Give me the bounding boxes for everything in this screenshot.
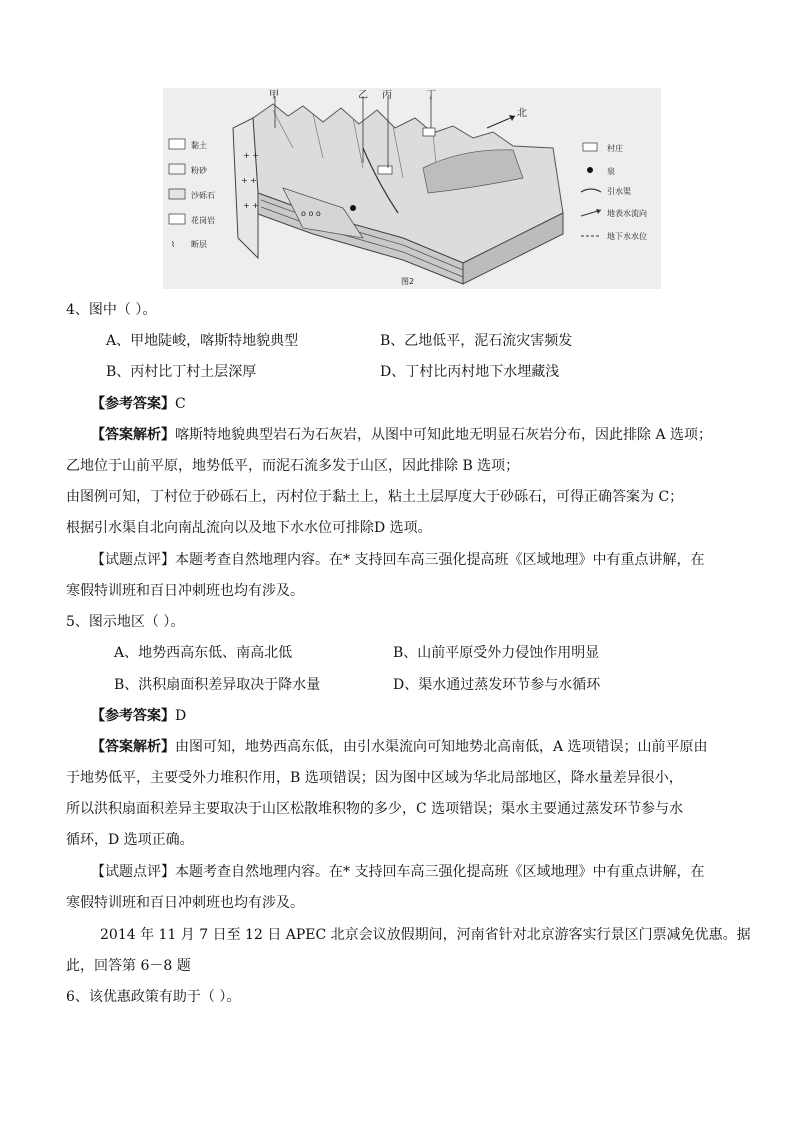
label-jia: 甲 [269, 90, 279, 101]
q4-option-b: B、乙地低平，泥石流灾害频发 [380, 333, 573, 349]
svg-text:+ +: + + [243, 151, 259, 160]
svg-text:+ +: + + [243, 201, 259, 210]
intro-line-1: 2014 年 11 月 7 日至 12 日 APEC 北京会议放假期间，河南省针对北京游客实行景区门票减免优惠。据 [100, 927, 751, 943]
label-ding: 丁 [426, 90, 436, 101]
q4-analysis-line-2: 乙地位于山前平原，地势低平，而泥石流多发于山区，因此排除 B 选项； [66, 458, 520, 474]
legend-gravel: 沙砾石 [191, 191, 215, 200]
q4-analysis-line-3: 由图例可知，丁村位于砂砾石上，丙村位于黏土上，粘土土层厚度大于砂砾石，可得正确答案为 C； [66, 489, 684, 505]
q5-option-c: B、洪积扇面积差异取决于降水量 [114, 677, 321, 693]
q4-analysis-line-1 [91, 425, 712, 445]
q5-stem: 5、图示地区（ ）。 [66, 614, 185, 630]
analysis-label: 【答案解析】 [91, 739, 175, 755]
legend-village: 村庄 [607, 144, 623, 153]
label-bing: 丙 [382, 90, 392, 101]
analysis-text: 由图可知，地势西高东低，由引水渠流向可知地势北高南低，A 选项错误；山前平原由 [175, 739, 708, 755]
svg-text:+ +: + + [241, 176, 257, 185]
answer-value: C [175, 396, 186, 412]
figure-caption: 图2 [401, 277, 415, 286]
q5-analysis-line-4: 循环，D 选项正确。 [66, 832, 194, 848]
q5-option-b: B、山前平原受外力侵蚀作用明显 [393, 645, 600, 661]
intro-line-2: 此，回答第 6－8 题 [66, 958, 191, 974]
svg-text:o o o: o o o [301, 209, 321, 218]
legend-canal: 引水渠 [607, 187, 631, 196]
analysis-label: 【答案解析】 [91, 427, 175, 443]
q4-option-a: A、甲地陡峻，喀斯特地貌典型 [106, 333, 299, 349]
legend-fault: 断层 [191, 240, 207, 249]
q5-option-a: A、地势西高东低、南高北低 [114, 645, 293, 661]
legend-water-table: 地下水水位 [607, 232, 647, 241]
q5-analysis-line-3: 所以洪积扇面积差异主要取决于山区松散堆积物的多少，C 选项错误；渠水主要通过蒸发环节参与水 [66, 801, 684, 817]
q4-answer [91, 394, 186, 414]
q4-stem: 4、图中（ ）。 [66, 302, 157, 318]
answer-label: 【参考答案】 [91, 396, 175, 412]
block-diagram-svg [163, 88, 661, 289]
q4-comment-line-2: 寒假特训班和百日冲刺班也均有涉及。 [66, 583, 304, 599]
q4-option-c: B、丙村比丁村土层深厚 [106, 364, 257, 380]
q4-option-d: D、丁村比丙村地下水埋藏浅 [380, 364, 560, 380]
geology-diagram [163, 88, 661, 289]
q5-comment-line-2: 寒假特训班和百日冲刺班也均有涉及。 [66, 895, 304, 911]
north-label: 北 [517, 108, 527, 119]
svg-text:⌇: ⌇ [171, 240, 175, 249]
q5-option-d: D、渠水通过蒸发环节参与水循环 [393, 677, 601, 693]
answer-label: 【参考答案】 [91, 708, 175, 724]
label-yi: 乙 [358, 90, 368, 101]
legend-clay: 黏土 [191, 141, 207, 150]
q6-stem: 6、该优惠政策有助于（ ）。 [66, 989, 241, 1005]
q5-analysis-line-2: 于地势低平，主要受外力堆积作用，B 选项错误；因为图中区域为华北局部地区，降水量差异很小， [66, 770, 683, 786]
q5-analysis-line-1 [91, 737, 708, 757]
legend-flow: 地表水流向 [607, 209, 647, 218]
legend-spring: 泉 [607, 167, 615, 176]
answer-value: D [175, 708, 187, 724]
legend-granite: 花岗岩 [191, 216, 215, 225]
q4-analysis-line-4: 根据引水渠自北向南乩流向以及地下水水位可排除D 选项。 [66, 520, 432, 536]
legend-silt: 粉砂 [191, 166, 207, 175]
q5-answer [91, 706, 186, 726]
q4-comment-line-1: 【试题点评】本题考查自然地理内容。在* 支持回车高三强化提高班《区域地理》中有重点讲解，在 [91, 552, 705, 568]
q5-comment-line-1: 【试题点评】本题考查自然地理内容。在* 支持回车高三强化提高班《区域地理》中有重点讲解，在 [91, 864, 705, 880]
analysis-text: 喀斯特地貌典型岩石为石灰岩，从图中可知此地无明显石灰岩分布，因此排除 A 选项； [175, 427, 713, 443]
